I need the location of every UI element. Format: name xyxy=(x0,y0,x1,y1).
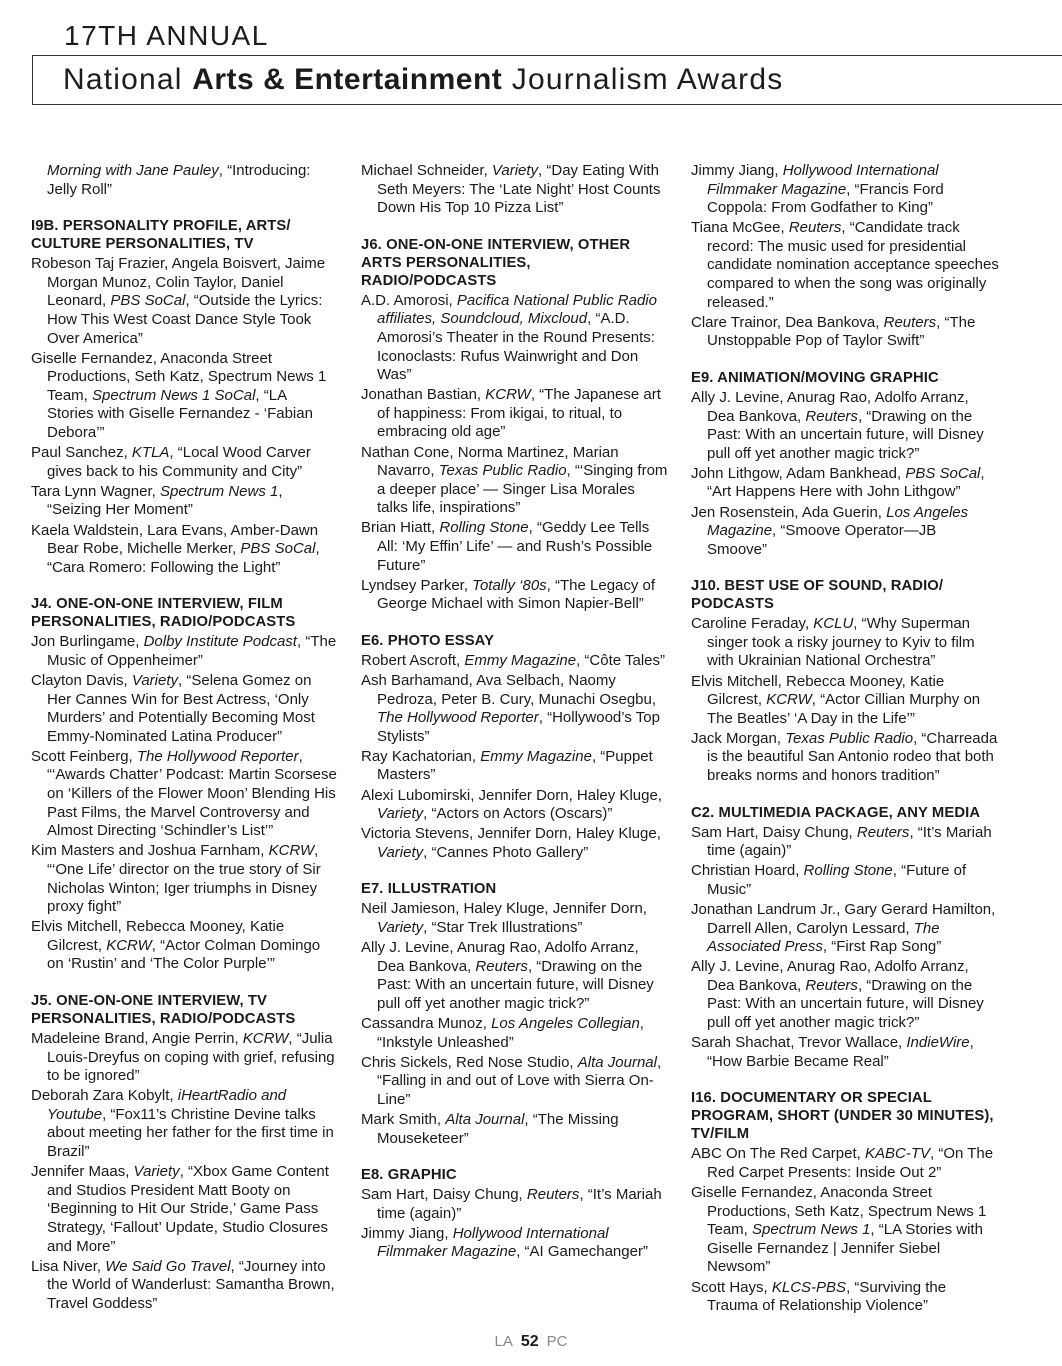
category-title: E6. PHOTO ESSAY xyxy=(361,632,495,649)
entry-text: , “Candidate track record: The music used for presidential candidate nomination acceptance speeches compared to when the song was originally released.” xyxy=(707,219,999,311)
category-title: J10. BEST USE OF SOUND, RADIO/ PODCASTS xyxy=(691,578,944,613)
publication-name: Reuters xyxy=(526,1186,580,1204)
nominee-entry xyxy=(361,900,669,937)
publication-name: The Hollywood Reporter xyxy=(136,747,299,765)
category-title: J5. ONE-ON-ONE INTERVIEW, TV PERSONALITIES, RADIO/PODCASTS xyxy=(31,992,296,1027)
nominee-entry xyxy=(691,1184,999,1277)
entry-text: , “Art Happens Here with John Lithgow” xyxy=(707,464,985,501)
nominee-entry xyxy=(691,1034,999,1071)
nominee-entry xyxy=(31,1163,337,1256)
footer-left: LA xyxy=(494,1333,513,1350)
award-category xyxy=(691,577,999,785)
award-category xyxy=(31,595,337,974)
entry-text: , “Journey into the World of Wanderlust: Samantha Brown, Travel Goddess” xyxy=(47,1257,335,1312)
publication-name: Pacifica National Public Radio affiliates, Soundcloud, Mixcloud xyxy=(377,291,657,328)
entry-text: , “Outside the Lyrics: How This West Coast Dance Style Took Over America” xyxy=(47,292,323,347)
entry-text: Jimmy Jiang, xyxy=(691,162,783,179)
publication-name: Reuters xyxy=(883,313,937,331)
award-category xyxy=(691,804,999,1072)
page-title xyxy=(63,63,783,97)
publication-name: KCRW xyxy=(106,936,152,954)
entry-text: , “Smoove Operator—JB Smoove” xyxy=(707,522,937,558)
entry-text: Ash Barhamand, Ava Selbach, Naomy Pedroza, Peter B. Cury, Munachi Osegbu, xyxy=(361,671,657,708)
nominee-entry xyxy=(31,633,337,670)
nominee-entry xyxy=(691,1279,999,1316)
entry-text: , “Actors on Actors (Oscars)” xyxy=(423,805,613,823)
entry-text: , “The Legacy of George Michael with Simon Napier-Bell” xyxy=(377,576,656,613)
nominee-entry xyxy=(361,1186,669,1223)
entry-text: Kaela Waldstein, Lara Evans, Amber-Dawn Bear Robe, Michelle Merker, xyxy=(31,521,319,558)
award-category xyxy=(31,217,337,577)
publication-name: KCRW xyxy=(268,842,315,860)
award-category xyxy=(31,992,337,1313)
title-start: National xyxy=(63,63,193,96)
entry-text: , “The Japanese art of happiness: From ikigai, to ritual, to embracing old age” xyxy=(377,386,661,441)
nominee-entry xyxy=(361,162,669,218)
entry-text: John Lithgow, Adam Bankhead, xyxy=(691,464,906,482)
nominee-entry xyxy=(31,1087,337,1161)
entry-text: Nathan Cone, Norma Martinez, Marian Navarro, xyxy=(361,443,619,480)
publication-name: Emmy Magazine xyxy=(464,651,577,669)
entry-text: , “The Unstoppable Pop of Taylor Swift” xyxy=(707,313,976,350)
entry-text: Clare Trainor, Dea Bankova, xyxy=(691,313,884,331)
category-title: C2. MULTIMEDIA PACKAGE, ANY MEDIA xyxy=(691,804,981,821)
nominee-entry xyxy=(361,1015,669,1052)
nominee-entry xyxy=(691,1145,999,1182)
publication-name: Variety xyxy=(491,162,539,179)
entry-text: , “The Missing Mouseketeer” xyxy=(377,1110,619,1147)
entry-text: , “Côte Tales” xyxy=(576,651,666,669)
category-title: J4. ONE-ON-ONE INTERVIEW, FILM PERSONALITIES, RADIO/PODCASTS xyxy=(31,596,296,631)
publication-name: Los Angeles Collegian xyxy=(491,1014,640,1032)
category-title: I16. DOCUMENTARY OR SPECIAL PROGRAM, SHORT (UNDER 30 MINUTES), TV/FILM xyxy=(691,1090,994,1143)
entry-text: , “Local Wood Carver gives back to his Community and City” xyxy=(47,444,311,480)
footer-right: PC xyxy=(546,1333,568,1350)
entry-text: Robert Ascroft, xyxy=(361,651,465,669)
entry-text: , “Julia Louis-Dreyfus on coping with grief, refusing to be ignored” xyxy=(47,1029,335,1085)
publication-name: We Said Go Travel xyxy=(105,1257,231,1275)
entry-text: , “Fox11’s Christine Devine talks about meeting her father for the first time in Brazil” xyxy=(47,1105,334,1161)
nominee-entry xyxy=(361,519,669,575)
publication-name: Totally ‘80s xyxy=(472,576,547,594)
nominee-entry xyxy=(691,901,999,957)
entry-text: Deborah Zara Kobylt, xyxy=(31,1087,178,1105)
nominee-entry xyxy=(31,255,337,348)
entry-text: , “Cara Romero: Following the Light” xyxy=(47,540,320,576)
nominee-entry xyxy=(691,389,999,463)
nominee-entry xyxy=(31,522,337,578)
nominee-entry xyxy=(691,219,999,312)
entry-text: A.D. Amorosi, xyxy=(361,291,457,309)
entry-text: Giselle Fernandez, Anaconda Street Productions, Seth Katz, Spectrum News 1 Team, xyxy=(31,349,327,404)
award-category xyxy=(691,162,999,351)
entry-text: , “Actor Cillian Murphy on The Beatles’ ‘A Day in the Life’” xyxy=(707,691,981,727)
entry-text: , “Surviving the Trauma of Relationship Violence” xyxy=(707,1278,947,1315)
nominee-entry xyxy=(691,314,999,351)
entry-text: Ally J. Levine, Anurag Rao, Adolfo Arranz, Dea Bankova, xyxy=(691,958,969,994)
publication-name: KLCS-PBS xyxy=(771,1278,847,1296)
publication-name: Variety xyxy=(377,843,424,861)
nominee-entry xyxy=(31,1030,337,1086)
entry-text: Cassandra Munoz, xyxy=(361,1014,492,1032)
award-category xyxy=(361,162,669,218)
column-1 xyxy=(31,162,337,1331)
entry-text: Kim Masters and Joshua Farnham, xyxy=(31,842,269,860)
award-category xyxy=(361,880,669,1148)
entry-text: Mark Smith, xyxy=(361,1110,446,1128)
entry-text: Paul Sanchez, xyxy=(31,444,132,462)
entry-text: Chris Sickels, Red Nose Studio, xyxy=(361,1053,578,1071)
entry-text: Sarah Shachat, Trevor Wallace, xyxy=(691,1034,907,1052)
entry-text: , “How Barbie Became Real” xyxy=(707,1034,974,1070)
entry-text: Jimmy Jiang, xyxy=(361,1224,453,1242)
entry-text: , “Introducing: Jelly Roll” xyxy=(47,162,311,198)
entry-text: , “Francis Ford Coppola: From Godfather to King” xyxy=(707,180,944,217)
publication-name: iHeartRadio and Youtube xyxy=(47,1087,287,1123)
publication-name: PBS SoCal xyxy=(905,464,981,482)
nominee-entry xyxy=(361,1111,669,1148)
nominee-entry xyxy=(31,748,337,841)
nominee-entry xyxy=(691,958,999,1032)
entry-text: Lisa Niver, xyxy=(31,1257,106,1275)
entry-text: Alexi Lubomirski, Jennifer Dorn, Haley Kluge, xyxy=(361,786,662,804)
nominee-entry xyxy=(361,444,669,518)
entry-text: , “Selena Gomez on Her Cannes Win for Best Actress, ‘Only Murders’ and Potentially Becoming Most Emmy-Nominated Latina Producer” xyxy=(47,671,315,745)
publication-name: Texas Public Radio xyxy=(438,462,567,480)
publication-name: PBS SoCal xyxy=(110,292,186,310)
entry-text: , “Actor Colman Domingo on ‘Rustin’ and ‘The Color Purple’” xyxy=(47,936,321,973)
column-3 xyxy=(691,162,999,1334)
entry-text: Scott Feinberg, xyxy=(31,747,137,765)
publication-name: Reuters xyxy=(805,407,858,425)
entry-text: , “Geddy Lee Tells All: ‘My Effin’ Life’ — and Rush’s Possible Future” xyxy=(377,519,653,574)
entry-text: Lyndsey Parker, xyxy=(361,576,473,594)
entry-text: Scott Hays, xyxy=(691,1278,772,1296)
publication-name: KCRW xyxy=(242,1029,289,1047)
category-title: I9B. PERSONALITY PROFILE, ARTS/ CULTURE PERSONALITIES, TV xyxy=(31,218,291,253)
nominee-entry xyxy=(31,672,337,746)
entry-text: Brian Hiatt, xyxy=(361,519,440,537)
nominee-entry xyxy=(361,386,669,442)
award-category xyxy=(691,369,999,559)
entry-text: , “Drawing on the Past: With an uncertain future, will Disney pull off yet another magic trick?” xyxy=(707,407,984,462)
entry-text: , “Why Superman singer took a risky journey to Kyiv to film with Ukrainian National Orchestra” xyxy=(707,615,975,670)
entry-text: Sam Hart, Daisy Chung, xyxy=(691,823,857,841)
entry-text: Ray Kachatorian, xyxy=(361,747,481,765)
nominee-entry xyxy=(361,652,669,671)
entry-text: Madeleine Brand, Angie Perrin, xyxy=(31,1029,243,1047)
entry-text: , “Drawing on the Past: With an uncertain future, will Disney pull off yet another magic trick?” xyxy=(707,976,984,1032)
entry-text: , “A.D. Amorosi’s Theater in the Round Presents: Iconoclasts: Rufus Wainwright and Don Was” xyxy=(377,310,655,384)
entry-text: Elvis Mitchell, Rebecca Mooney, Katie Gilcrest, xyxy=(691,672,945,709)
entry-text: , “Future of Music” xyxy=(707,862,967,898)
title-bold: Arts & Entertainment xyxy=(192,63,503,96)
nominee-entry xyxy=(31,350,337,443)
nominee-entry xyxy=(691,673,999,729)
entry-text: , “LA Stories with Giselle Fernandez | Jennifer Siebel Newsom” xyxy=(707,1221,983,1276)
nominee-entry xyxy=(361,1054,669,1110)
publication-name: Rolling Stone xyxy=(439,519,529,537)
publication-name: Variety xyxy=(131,671,179,689)
entry-text: , “Cannes Photo Gallery” xyxy=(423,843,589,861)
entry-text: Jennifer Maas, xyxy=(31,1163,134,1181)
entry-text: , “‘Awards Chatter’ Podcast: Martin Scorsese on ‘Killers of the Flower Moon’ Blending His Past Films, the Marvel Controversy and Almost Directing ‘Schindler’s List’” xyxy=(47,747,337,840)
entry-text: , “Seizing Her Moment” xyxy=(47,482,283,519)
nominee-entry xyxy=(361,939,669,1013)
entry-text: , “It’s Mariah time (again)” xyxy=(707,823,992,860)
publication-name: KCRW xyxy=(485,386,531,404)
entry-text: , “Star Trek Illustrations” xyxy=(423,919,583,936)
entry-text: , “Puppet Masters” xyxy=(377,747,653,784)
entry-text: Elvis Mitchell, Rebecca Mooney, Katie Gilcrest, xyxy=(31,918,285,954)
publication-name: Spectrum News 1 xyxy=(752,1221,871,1239)
nominee-entry xyxy=(691,465,999,502)
entry-text: Tara Lynn Wagner, xyxy=(31,482,160,500)
category-title: E9. ANIMATION/MOVING GRAPHIC xyxy=(691,369,939,386)
publication-name: Reuters xyxy=(788,219,842,237)
publication-name: Variety xyxy=(377,919,424,936)
publication-name: PBS SoCal xyxy=(240,540,316,558)
nominee-entry xyxy=(31,842,337,916)
publication-name: Dolby Institute Podcast xyxy=(143,633,297,651)
entry-text: , “First Rap Song” xyxy=(822,938,942,956)
annual-pretitle: 17TH ANNUAL xyxy=(64,20,269,51)
publication-name: Rolling Stone xyxy=(803,862,893,880)
nominee-entry xyxy=(361,787,669,824)
publication-name: KCLU xyxy=(813,615,854,633)
entry-text: Tiana McGee, xyxy=(691,219,789,237)
entry-text: Christian Hoard, xyxy=(691,862,804,880)
entry-text: , “‘Singing from a deeper place’ — Singer Lisa Morales talks life, inspirations” xyxy=(377,462,668,517)
publication-name: The Associated Press xyxy=(707,919,940,956)
publication-name: Alta Journal xyxy=(577,1053,657,1071)
column-2 xyxy=(361,162,669,1280)
publication-name: Spectrum News 1 xyxy=(159,482,279,500)
entry-text: Robeson Taj Frazier, Angela Boisvert, Jaime Morgan Munoz, Colin Taylor, Daniel Leonard, xyxy=(31,255,326,310)
nominee-entry xyxy=(691,862,999,899)
entry-text: Clayton Davis, xyxy=(31,671,132,689)
entry-text: , “Xbox Game Content and Studios President Matt Booty on ‘Beginning to Hit Our Stride,’ Game Pass Strategy, ‘Fallout’ Update, Studio Closures and More” xyxy=(47,1163,329,1255)
entry-text: , “It’s Mariah time (again)” xyxy=(377,1186,662,1222)
entry-text: , “Drawing on the Past: With an uncertain future, will Disney pull off yet another magic trick?” xyxy=(377,957,654,1012)
page-number: 52 xyxy=(520,1333,539,1350)
entry-text: , “The Music of Oppenheimer” xyxy=(47,633,337,669)
entry-text: Jack Morgan, xyxy=(691,729,786,747)
publication-name: Alta Journal xyxy=(445,1110,525,1128)
publication-name: Variety xyxy=(133,1163,180,1181)
nominee-entry xyxy=(691,615,999,671)
publication-name: KTLA xyxy=(131,444,170,462)
publication-name: Emmy Magazine xyxy=(480,747,592,765)
category-title: E7. ILLUSTRATION xyxy=(361,881,497,898)
nominee-entry xyxy=(361,825,669,862)
entry-text: , “Falling in and out of Love with Sierra On-Line” xyxy=(377,1053,662,1108)
entry-text: Victoria Stevens, Jennifer Dorn, Haley Kluge, xyxy=(361,825,661,843)
award-category xyxy=(691,1089,999,1315)
publication-name: Spectrum News 1 SoCal xyxy=(92,386,256,404)
publication-name: Reuters xyxy=(805,976,858,994)
page-footer xyxy=(0,1333,1062,1351)
nominee-entry xyxy=(361,292,669,385)
nominee-entry xyxy=(31,483,337,520)
publication-name: Texas Public Radio xyxy=(785,729,914,747)
entry-text: Caroline Feraday, xyxy=(691,615,814,633)
entry-text: Jonathan Landrum Jr., Gary Gerard Hamilton, Darrell Allen, Carolyn Lessard, xyxy=(691,901,996,937)
publication-name: Hollywood International Filmmaker Magazine xyxy=(377,1224,609,1261)
entry-text: , “AI Gamechanger” xyxy=(516,1243,648,1261)
publication-name: Reuters xyxy=(475,957,528,975)
entry-text: Giselle Fernandez, Anaconda Street Productions, Seth Katz, Spectrum News 1 Team, xyxy=(691,1184,987,1239)
entry-text: Sam Hart, Daisy Chung, xyxy=(361,1186,527,1204)
nominee-entry xyxy=(361,748,669,785)
entry-text: , “On The Red Carpet Presents: Inside Out 2” xyxy=(707,1145,994,1181)
nominee-entry xyxy=(691,824,999,861)
nominee-entry xyxy=(691,730,999,786)
title-end: Journalism Awards xyxy=(502,63,784,96)
entry-text: , “LA Stories with Giselle Fernandez - ‘Fabian Debora’” xyxy=(47,386,313,442)
entry-text: Jen Rosenstein, Ada Guerin, xyxy=(691,503,887,521)
entry-text: , “Inkstyle Unleashed” xyxy=(377,1014,644,1051)
nominee-entry xyxy=(31,444,337,481)
continued-entry xyxy=(31,162,337,199)
nominee-entry xyxy=(31,1258,337,1314)
nominee-entry xyxy=(31,918,337,974)
award-category xyxy=(361,1166,669,1262)
publication-name: Morning with Jane Pauley xyxy=(47,162,219,179)
award-category xyxy=(361,632,669,863)
entry-text: , “Day Eating With Seth Meyers: The ‘Late Night’ Host Counts Down His Top 10 Pizza List” xyxy=(377,162,661,217)
publication-name: Variety xyxy=(377,805,424,823)
publication-name: KCRW xyxy=(766,691,812,709)
publication-name: Hollywood International Filmmaker Magazine xyxy=(707,162,939,198)
nominee-entry xyxy=(691,162,999,218)
category-title: E8. GRAPHIC xyxy=(361,1167,457,1184)
entry-text: Neil Jamieson, Haley Kluge, Jennifer Dorn, xyxy=(361,900,647,918)
publication-name: KABC-TV xyxy=(864,1145,930,1163)
entry-text: , “Charreada is the beautiful San Antonio rodeo that both breaks norms and honors tradition” xyxy=(707,729,998,785)
entry-text: Michael Schneider, xyxy=(361,162,492,179)
entry-text: , “Hollywood’s Top Stylists” xyxy=(377,709,660,745)
entry-text: ABC On The Red Carpet, xyxy=(691,1145,865,1163)
title-banner xyxy=(32,55,1062,105)
publication-name: Reuters xyxy=(856,823,910,841)
entry-text: Jon Burlingame, xyxy=(31,633,144,651)
publication-name: The Hollywood Reporter xyxy=(377,709,539,727)
publication-name: Los Angeles Magazine xyxy=(707,503,969,540)
nominee-entry xyxy=(361,577,669,614)
nominee-entry xyxy=(691,504,999,560)
category-title: J6. ONE-ON-ONE INTERVIEW, OTHER ARTS PERSONALITIES, RADIO/PODCASTS xyxy=(361,236,631,289)
nominee-entry xyxy=(361,1225,669,1262)
publication-name: IndieWire xyxy=(906,1034,970,1052)
award-category xyxy=(361,236,669,614)
entry-text: Ally J. Levine, Anurag Rao, Adolfo Arranz, Dea Bankova, xyxy=(691,388,969,425)
entry-text: , “‘One Life’ director on the true story of Sir Nicholas Winton; Iger triumphs in Disney proxy fight” xyxy=(47,842,321,916)
entry-text: Ally J. Levine, Anurag Rao, Adolfo Arranz, Dea Bankova, xyxy=(361,939,639,975)
entry-text: Jonathan Bastian, xyxy=(361,386,486,404)
nominee-entry xyxy=(361,672,669,746)
